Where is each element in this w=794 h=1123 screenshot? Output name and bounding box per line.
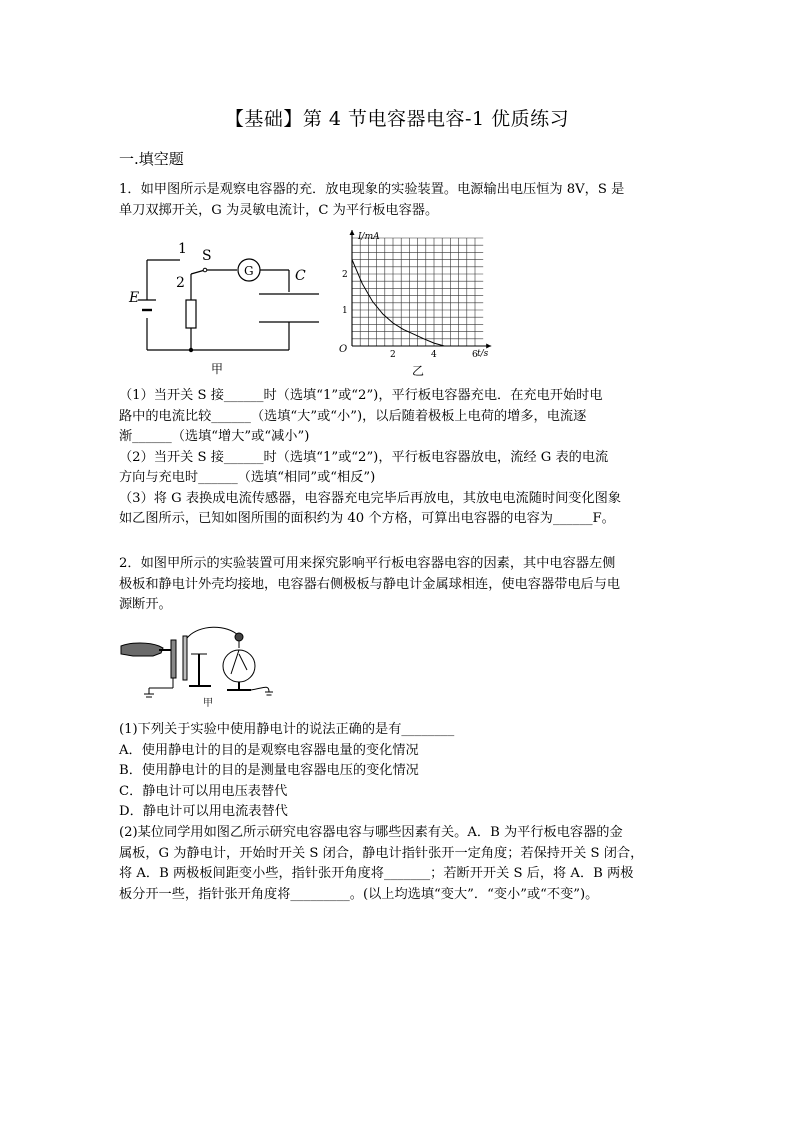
option-d: D．静电计可以用电流表替代 bbox=[119, 804, 288, 819]
figure-caption-q2: 甲 bbox=[203, 698, 213, 709]
x-tick-label: 6 bbox=[472, 350, 478, 360]
q1-part-line: （2）当开关 S 接______时（选填“1”或“2”)，平行板电容器放电，流经 G 表的电流 bbox=[119, 449, 609, 465]
q1-part-line: （3）将 G 表换成电流传感器，电容器充电完毕后再放电，其放电电流随时间变化图象 bbox=[119, 490, 622, 506]
circuit-diagram bbox=[125, 236, 330, 380]
q2-stem-line: 2．如图甲所示的实验装置可用来探究影响平行板电容器电容的因素，其中电容器左侧 bbox=[119, 556, 616, 571]
x-tick-label: 4 bbox=[431, 350, 437, 360]
galvanometer-label: G bbox=[244, 264, 254, 278]
q2-stem-line: 极板和静电计外壳均接地，电容器右侧极板与静电计金属球相连，使电容器带电后与电 bbox=[119, 576, 621, 592]
figure-caption-jia: 甲 bbox=[211, 362, 224, 376]
y-tick-label: 2 bbox=[342, 270, 348, 280]
q2-sub2-line: 属板，G 为静电计，开始时开关 S 闭合，静电计指针张开一定角度；若保持开关 S 闭合， bbox=[119, 845, 644, 861]
q1-stem-line: 1．如甲图所示是观察电容器的充．放电现象的实验装置。电源输出电压恒为 8V，S 是 bbox=[119, 182, 625, 197]
q1-part-line: 方向与充电时______（选填“相同”或“相反”) bbox=[119, 470, 376, 485]
chart-axes bbox=[350, 230, 492, 349]
capacitor-label: C bbox=[295, 268, 306, 284]
q1-part-line: （1）当开关 S 接______时（选填“1”或“2”)，平行板电容器充电．在充电开始时电 bbox=[119, 388, 603, 403]
q2-sub2 bbox=[119, 823, 689, 905]
q2-sub1-prompt: (1)下列关于实验中使用静电计的说法正确的是有________ bbox=[119, 722, 455, 737]
q2-sub2-line: 板分开一些，指针张开角度将_________。(以上均选填“变大”．“变小”或“不变”)。 bbox=[119, 886, 599, 902]
discharge-chart bbox=[336, 228, 496, 380]
circuit-label-2: 2 bbox=[176, 275, 185, 291]
circuit-label-1: 1 bbox=[178, 241, 187, 257]
q1-part-line: 渐______（选填“增大”或“减小”) bbox=[119, 429, 310, 444]
q1-part-line: 如乙图所示，已知如图所围的面积约为 40 个方格，可算出电容器的电容为______F。 bbox=[119, 511, 615, 526]
q2-sub2-line: (2)某位同学用如图乙所示研究电容器电容与哪些因素有关。A．B 为平行板电容器的金 bbox=[119, 825, 623, 840]
electroscope-apparatus bbox=[119, 626, 279, 710]
figure-caption-yi: 乙 bbox=[412, 364, 425, 378]
y-axis-arrow bbox=[350, 230, 355, 235]
chart-grid bbox=[352, 238, 483, 346]
option-a: A．使用静电计的目的是观察电容器电量的变化情况 bbox=[119, 742, 419, 758]
y-axis-label: I/mA bbox=[358, 232, 380, 242]
x-axis-arrow bbox=[486, 344, 491, 349]
section-heading: 一.填空题 bbox=[119, 150, 184, 168]
option-c: C．静电计可以用电压表替代 bbox=[119, 783, 288, 799]
circuit-label-s: S bbox=[202, 248, 212, 264]
q2-stem-line: 源断开。 bbox=[119, 597, 172, 612]
option-b: B．使用静电计的目的是测量电容器电压的变化情况 bbox=[119, 763, 419, 778]
q2-sub1 bbox=[119, 720, 689, 823]
q1-part-line: 路中的电流比较______（选填“大”或“小”)，以后随着极板上电荷的增多，电流逐 bbox=[119, 408, 587, 424]
q1-parts bbox=[119, 386, 689, 530]
q2-sub2-line: 将 A．B 两极板间距变小些，指针张开角度将_______；若断开开关 S 后，将 A．B 两极 bbox=[119, 866, 634, 881]
y-tick-label: 1 bbox=[342, 306, 348, 316]
q1-stem-line: 单刀双掷开关，G 为灵敏电流计，C 为平行板电容器。 bbox=[119, 202, 439, 218]
x-axis-label: t/s bbox=[477, 349, 489, 359]
q2-stem bbox=[119, 554, 689, 616]
x-tick-label: 2 bbox=[390, 350, 396, 360]
origin-label: O bbox=[339, 344, 348, 355]
q1-stem bbox=[119, 180, 689, 221]
battery-label: E bbox=[129, 290, 140, 306]
page-title: 【基础】第 4 节电容器电容-1 优质练习 bbox=[224, 108, 570, 130]
